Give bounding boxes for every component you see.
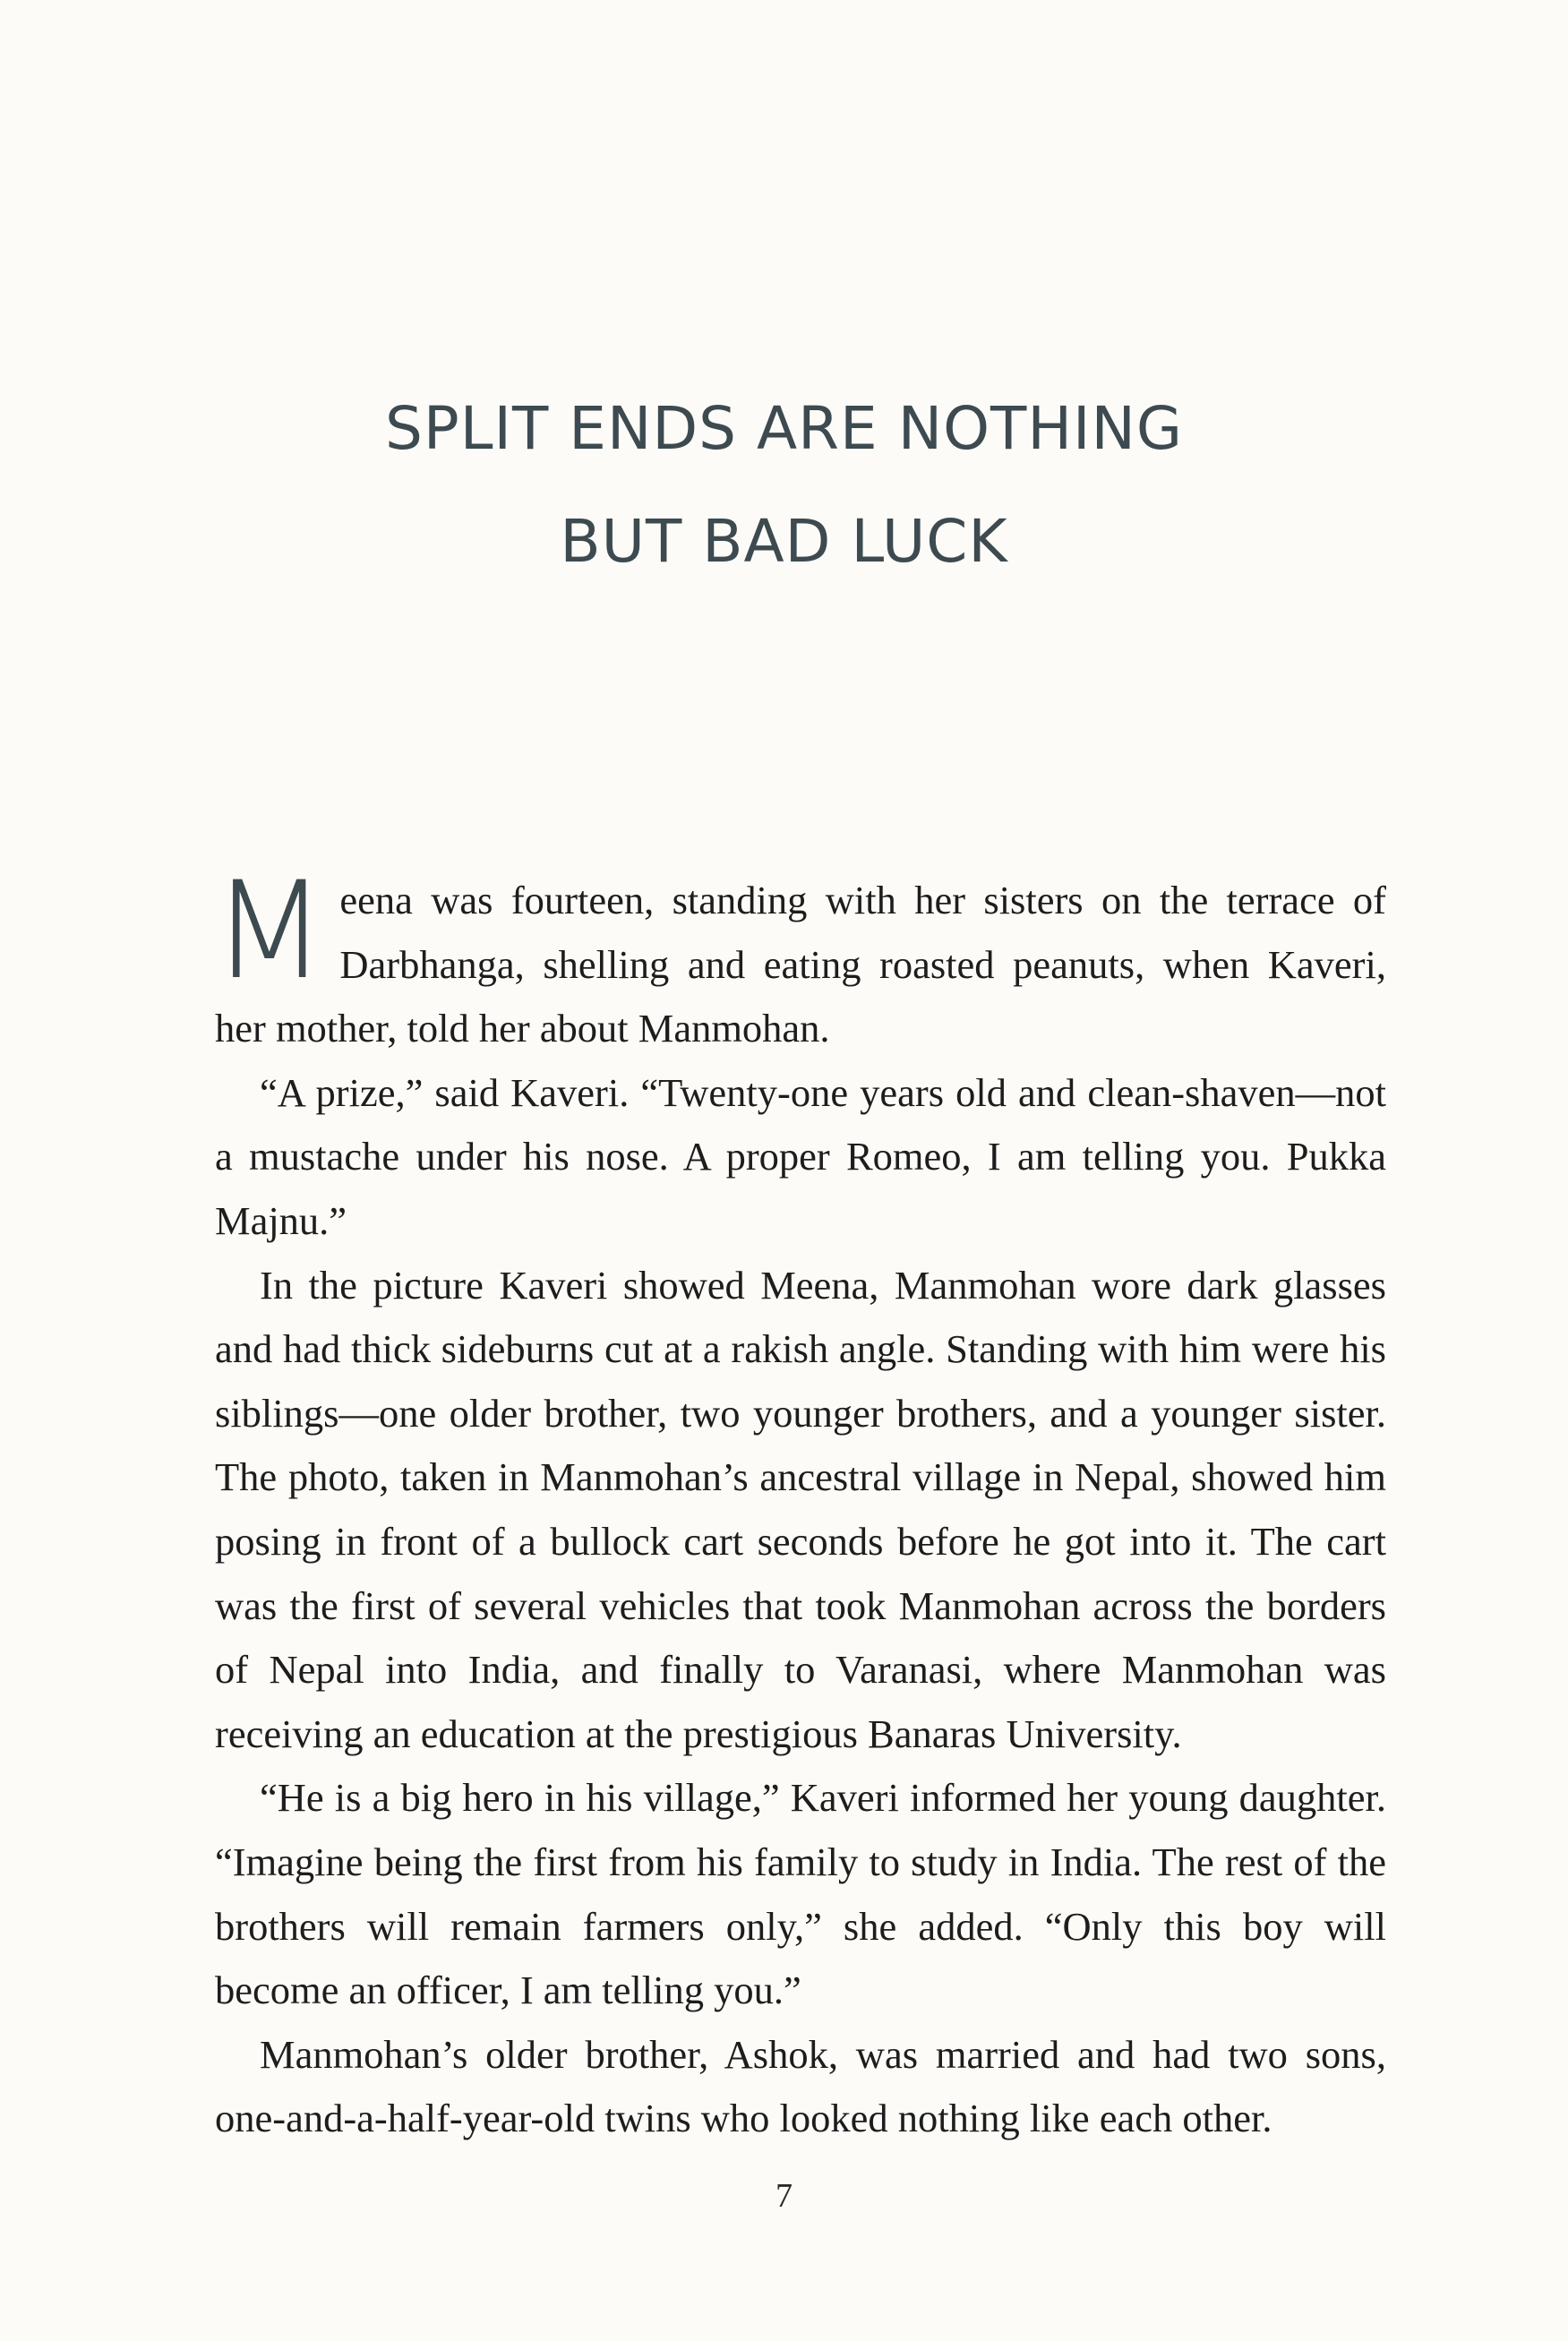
page-number: 7 bbox=[775, 2177, 793, 2215]
drop-cap: M bbox=[211, 853, 328, 1009]
paragraph-2: “A prize,” said Kaveri. “Twenty-one years old and clean-shaven—not a mustache under his nose. A proper Romeo, I am telling you. Pukka Majnu.” bbox=[215, 1069, 1386, 1243]
chapter-body bbox=[211, 853, 1386, 2151]
chapter-title bbox=[0, 373, 1568, 598]
paragraph-5: Manmohan’s older brother, Ashok, was married and had two sons, one-and-a-half-year-old twins who looked nothing like each other. bbox=[215, 2031, 1386, 2141]
chapter-title-line-1: SPLIT ENDS ARE NOTHING bbox=[385, 394, 1183, 464]
paragraph-4: “He is a big hero in his village,” Kaveri informed her young daughter. “Imagine being the first from his family to study in India. The rest of the brothers will remain farmers only,” she added. “Only this boy will become an officer, I am telling you.” bbox=[215, 1775, 1386, 2013]
chapter-title-line-2: BUT BAD LUCK bbox=[560, 507, 1008, 577]
paragraph-1-text: eena was fourteen, standing with her sisters on the terrace of Darbhanga, shelling and eating roasted peanuts, when Kaveri, her mother, told her about Manmohan. bbox=[215, 878, 1386, 1051]
paragraph-1 bbox=[211, 853, 1386, 1061]
paragraph-3: In the picture Kaveri showed Meena, Manmohan wore dark glasses and had thick sideburns cut at a rakish angle. Standing with him were his siblings—one older brother, two younger brothers, and a younger sister. The photo, taken in Manmohan’s ancestral village in Nepal, showed him posing in front of a bullock cart seconds before he got into it. The cart was the first of several vehicles that took Manmohan across the borders of Nepal into India, and finally to Varanasi, where Manmohan was receiving an education at the prestigious Banaras University. bbox=[215, 1262, 1386, 1756]
